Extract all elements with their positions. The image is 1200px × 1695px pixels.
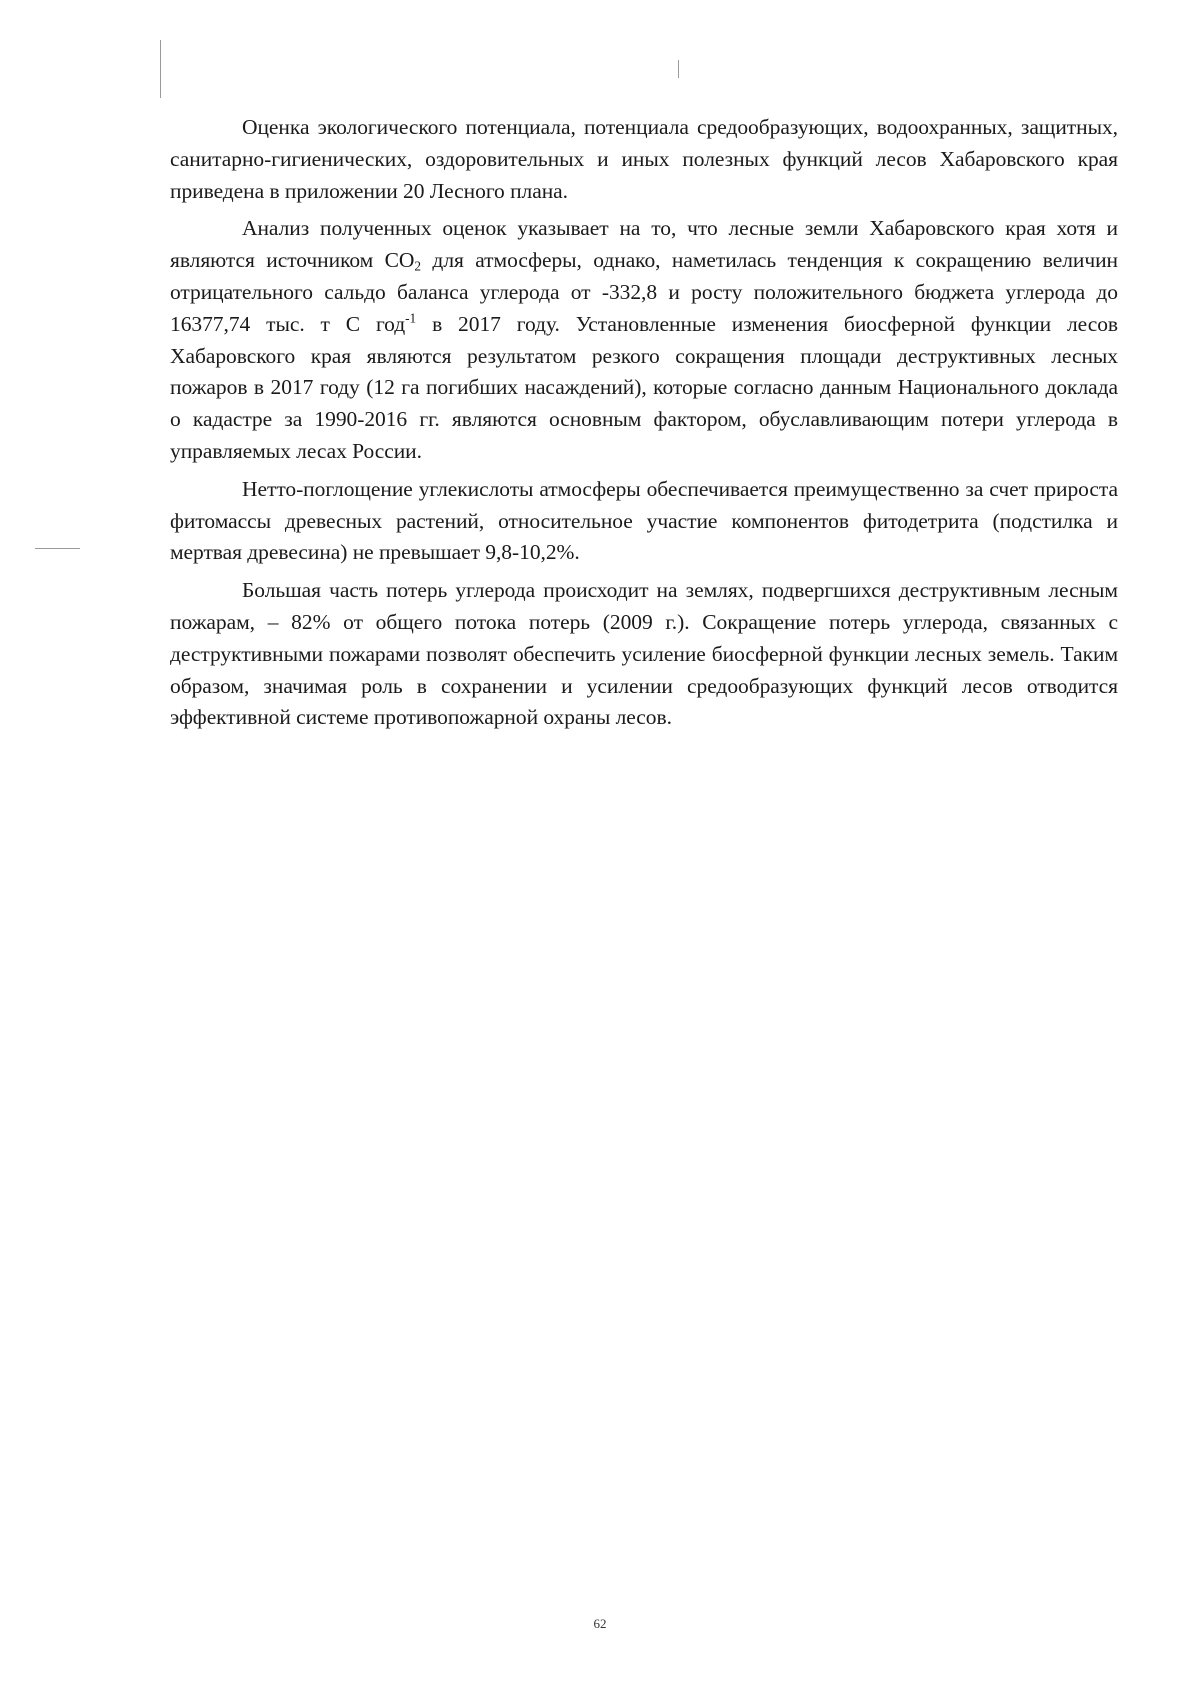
paragraph-net-absorption	[170, 474, 1118, 569]
paragraph-carbon-losses	[170, 575, 1118, 734]
paragraph-text: Оценка экологического потенциала, потенциала средообразующих, водоохранных, защитных, санитарно-гигиенических, оздоровительных и иных полезных функций лесов Хабаровского края приведена в приложении 20 Лесного плана.	[170, 115, 1118, 203]
scan-artifact	[160, 40, 161, 98]
page-number: 62	[593, 1616, 607, 1631]
paragraph-text: Большая часть потерь углерода происходит на землях, подвергшихся деструктивным лесным пожарам, – 82% от общего потока потерь (2009 г.). Сокращение потерь углерода, связанных с деструктивными пожарами позволят обеспечить усиление биосферной функции лесных земель. Таким образом, значимая роль в сохранении и усилении средообразующих функций лесов отводится эффективной системе противопожарной охраны лесов.	[170, 578, 1118, 730]
document-body	[170, 112, 1118, 734]
paragraph-text: в 2017 году. Установленные изменения биосферной функции лесов Хабаровского края являются результатом резкого сокращения площади деструктивных лесных пожаров в 2017 году (12 га погибших насаждений), которые согласно данным Национального доклада о кадастре за 1990-2016 гг. являются основным фактором, обуславливающим потери углерода в управляемых лесах России.	[170, 311, 1118, 463]
paragraph-text: для атмосферы, однако, наметилась тенденция к сокращению величин отрицательного сальдо баланса углерода от -332,8 и росту положительного бюджета углерода до 16377,74 тыс. т С год	[170, 248, 1118, 336]
paragraph-carbon-analysis	[170, 213, 1118, 467]
paragraph-text: Нетто-поглощение углекислоты атмосферы обеспечивается преимущественно за счет прироста фитомассы древесных растений, относительное участие компонентов фитодетрита (подстилка и мертвая древесина) не превышает 9,8-10,2%.	[170, 476, 1118, 565]
scan-artifact	[678, 60, 679, 78]
unit-superscript: -1	[405, 310, 417, 326]
scan-artifact	[35, 548, 80, 549]
co2-subscript: 2	[414, 258, 422, 274]
paragraph-ecological-potential	[170, 112, 1118, 207]
paragraph-text: Анализ полученных оценок указывает на то, что лесные земли Хабаровского края хотя и являются источником CO	[170, 216, 1118, 273]
